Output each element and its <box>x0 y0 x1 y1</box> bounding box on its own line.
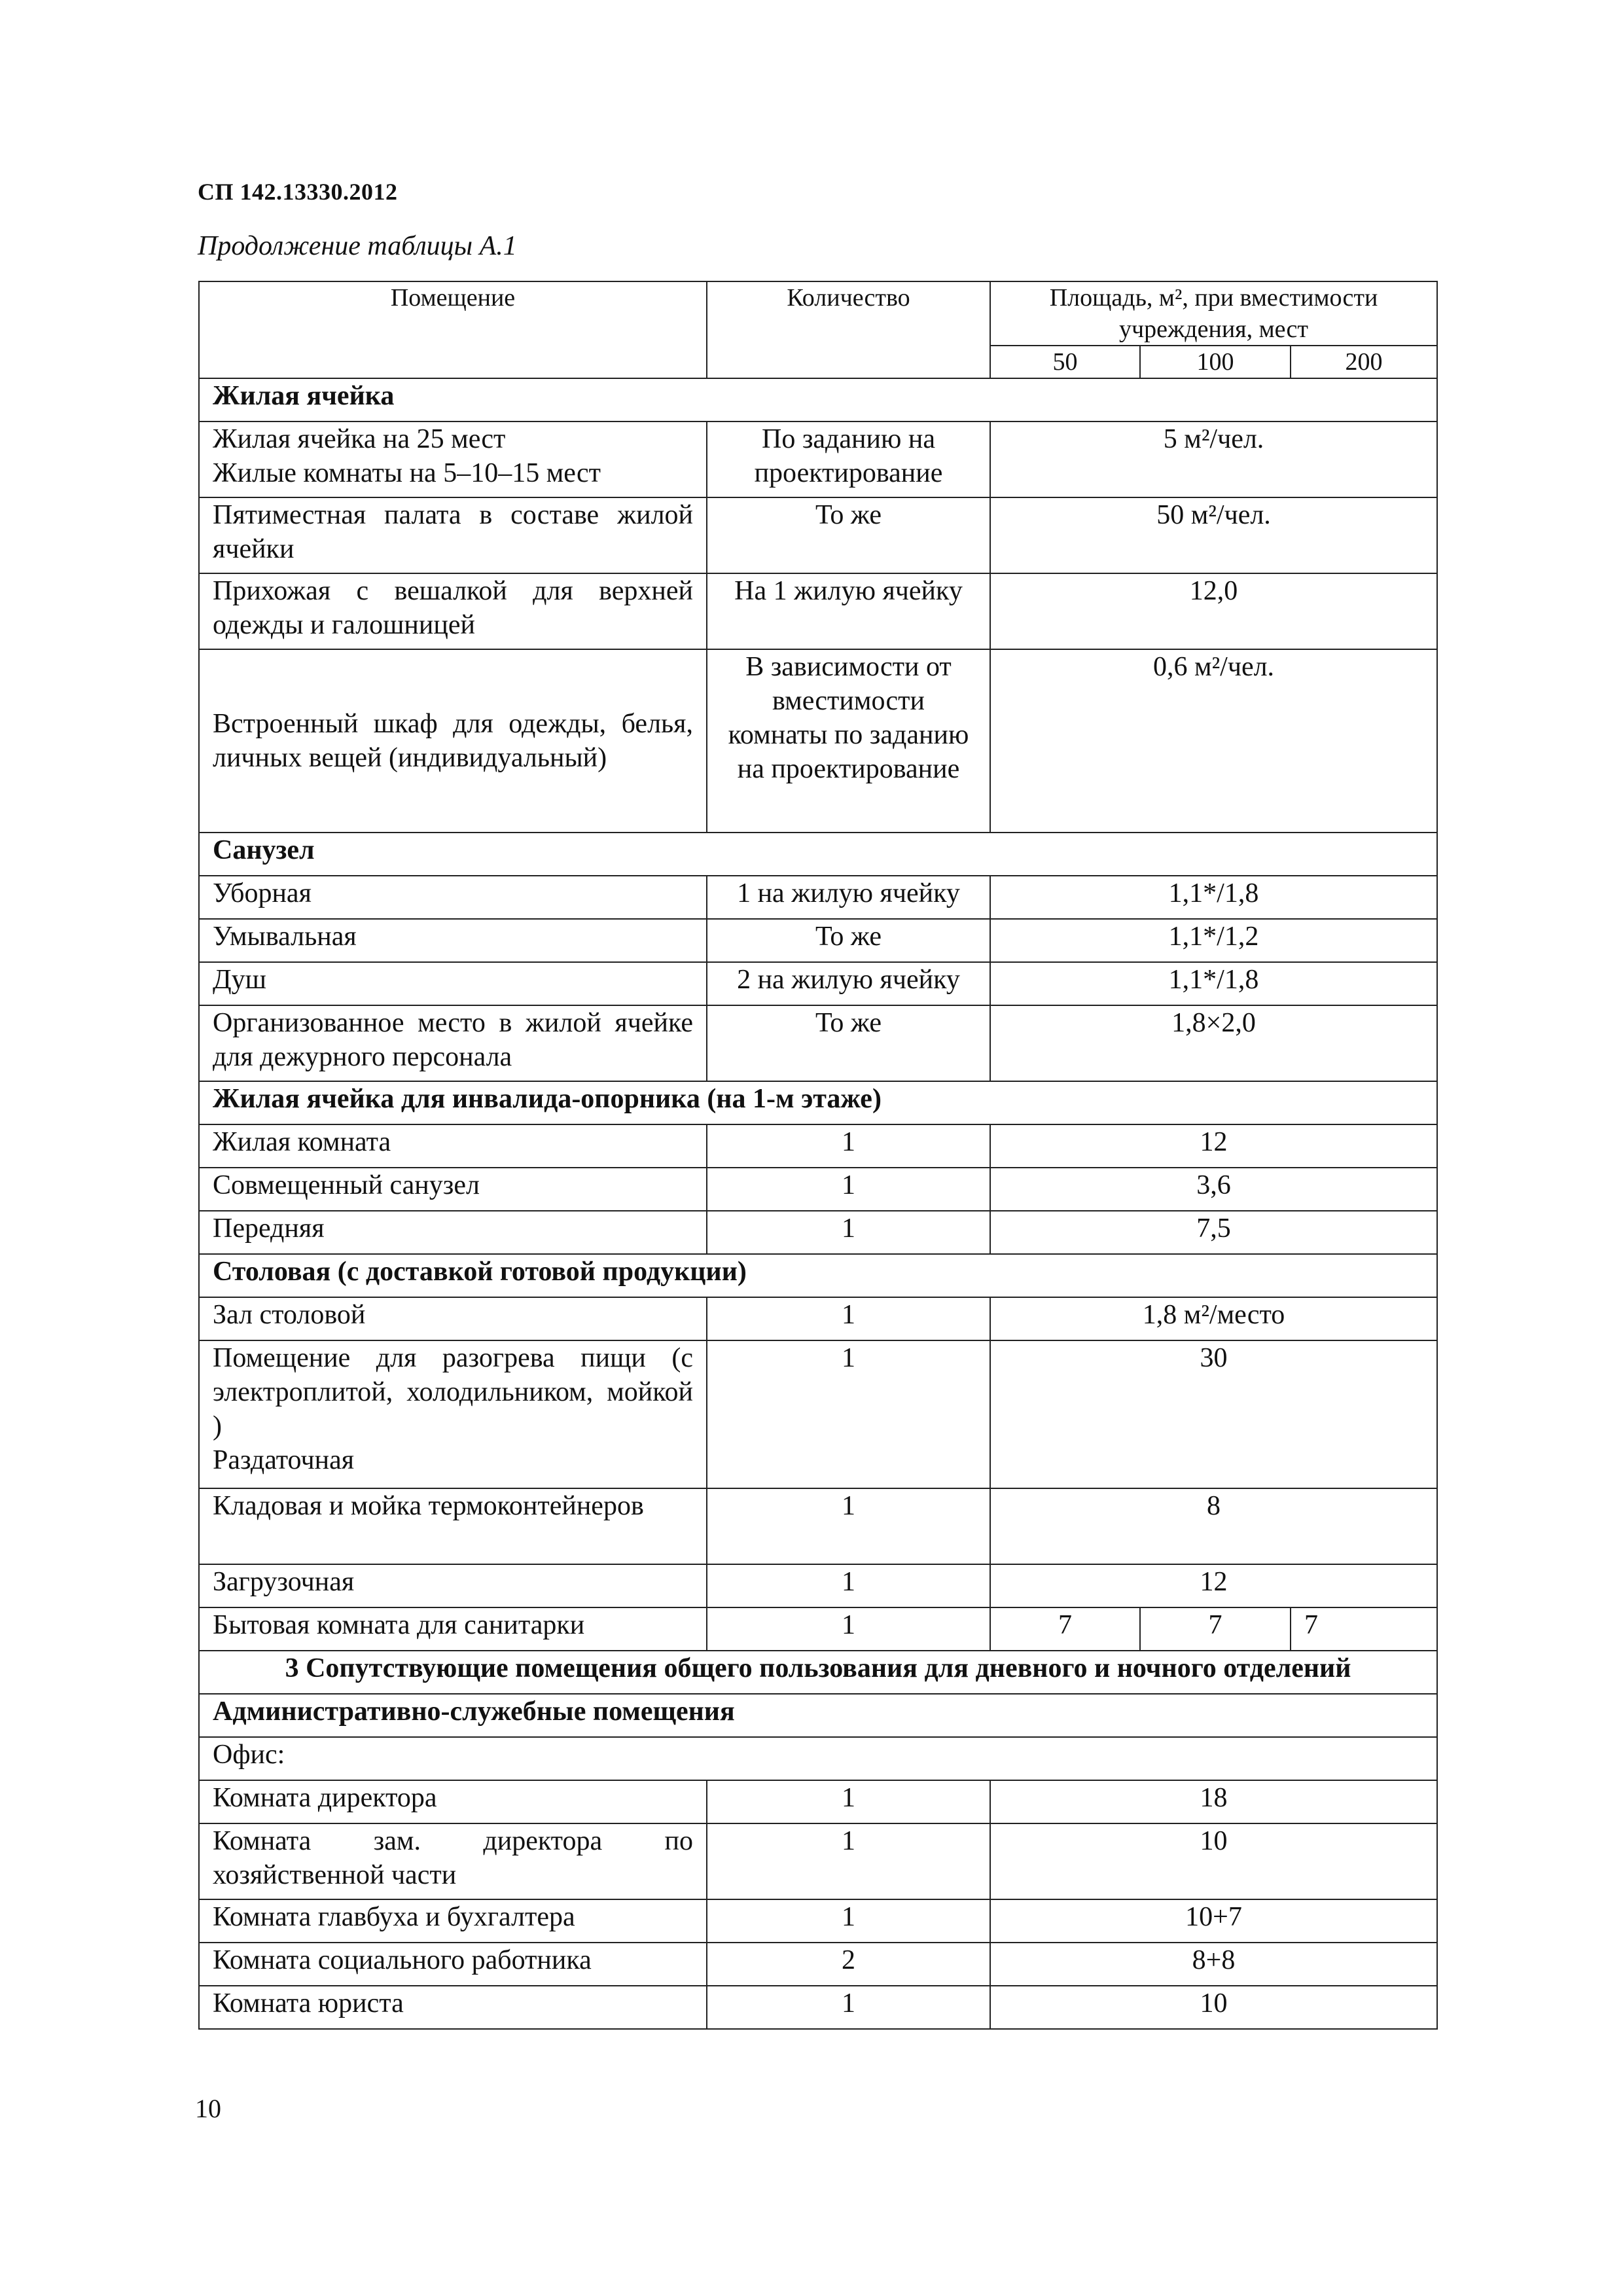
table-row <box>199 1943 1437 1986</box>
table-row <box>199 919 1437 962</box>
qty-cell: 1 на жилую ячейку <box>707 876 990 919</box>
table-row <box>199 1124 1437 1168</box>
qty-cell: 1 <box>707 1986 990 2029</box>
section-row <box>199 1254 1437 1297</box>
room-cell: Комната социального работника <box>199 1943 707 1986</box>
room-cell: Уборная <box>199 876 707 919</box>
area-cell: 12 <box>990 1564 1437 1607</box>
qty-cell: В зависимости от вместимости комнаты по заданию на проектирование <box>707 649 990 833</box>
qty-cell: 1 <box>707 1564 990 1607</box>
area-cell-200: 7 <box>1291 1607 1437 1651</box>
section-title: Столовая (с доставкой готовой продукции) <box>199 1254 1437 1297</box>
section-row <box>199 833 1437 876</box>
table-row <box>199 1297 1437 1340</box>
room-cell: Кладовая и мойка термоконтейнеров <box>199 1488 707 1564</box>
page-number: 10 <box>195 2094 221 2123</box>
room-line: Раздаточная <box>213 1445 355 1475</box>
section-title: Жилая ячейка <box>199 378 1437 422</box>
area-cell: 1,1*/1,8 <box>990 962 1437 1005</box>
table-row <box>199 1823 1437 1899</box>
col-header-cap-100: 100 <box>1140 346 1291 378</box>
section-title: Жилая ячейка для инвалида-опорника (на 1-м этаже) <box>199 1081 1437 1124</box>
area-cell: 18 <box>990 1780 1437 1823</box>
qty-cell: 1 <box>707 1340 990 1488</box>
table-row <box>199 1607 1437 1651</box>
area-cell: 10 <box>990 1986 1437 2029</box>
table-caption: Продолжение таблицы А.1 <box>198 231 517 261</box>
section-row <box>199 1694 1437 1737</box>
section-title: Санузел <box>199 833 1437 876</box>
qty-cell: 2 <box>707 1943 990 1986</box>
table-row <box>199 962 1437 1005</box>
area-cell: 7,5 <box>990 1211 1437 1254</box>
area-cell: 1,1*/1,2 <box>990 919 1437 962</box>
table-row <box>199 1986 1437 2029</box>
subsection-label: Офис: <box>199 1737 1437 1780</box>
room-cell: Встроенный шкаф для одежды, белья, личных вещей (индивидуальный) <box>199 649 707 833</box>
room-cell: Комната зам. директора по хозяйственной части <box>199 1823 707 1899</box>
qty-cell: 1 <box>707 1899 990 1943</box>
room-line: Жилая ячейка на 25 мест <box>213 424 506 454</box>
qty-cell: 1 <box>707 1168 990 1211</box>
area-cell: 50 м²/чел. <box>990 497 1437 573</box>
area-cell: 3,6 <box>990 1168 1437 1211</box>
table-row <box>199 1899 1437 1943</box>
section-title: Административно-служебные помещения <box>199 1694 1437 1737</box>
table-row <box>199 497 1437 573</box>
table-row <box>199 1005 1437 1081</box>
area-cell: 0,6 м²/чел. <box>990 649 1437 833</box>
qty-cell: То же <box>707 919 990 962</box>
qty-cell: 1 <box>707 1297 990 1340</box>
area-cell: 12 <box>990 1124 1437 1168</box>
area-cell: 8 <box>990 1488 1437 1564</box>
table-row <box>199 422 1437 497</box>
room-cell: Комната юриста <box>199 1986 707 2029</box>
qty-cell: 1 <box>707 1211 990 1254</box>
subsection-row <box>199 1737 1437 1780</box>
section-row <box>199 1651 1437 1694</box>
room-cell: Организованное место в жилой ячейке для дежурного персонала <box>199 1005 707 1081</box>
qty-cell: 1 <box>707 1124 990 1168</box>
section-row <box>199 378 1437 422</box>
room-cell: Передняя <box>199 1211 707 1254</box>
area-cell: 1,1*/1,8 <box>990 876 1437 919</box>
qty-cell: По заданию на проектирование <box>707 422 990 497</box>
room-cell: Бытовая комната для санитарки <box>199 1607 707 1651</box>
section-title: 3 Сопутствующие помещения общего пользования для дневного и ночного отделений <box>199 1651 1437 1694</box>
room-cell: Пятиместная палата в составе жилой ячейки <box>199 497 707 573</box>
table-row <box>199 649 1437 833</box>
room-line: Помещение для разогрева пищи (с электроплитой, холодильником, мойкой ) <box>213 1343 693 1441</box>
col-header-cap-200: 200 <box>1291 346 1437 378</box>
area-cell: 5 м²/чел. <box>990 422 1437 497</box>
table-row <box>199 1488 1437 1564</box>
table-row <box>199 573 1437 649</box>
room-cell: Жилая комната <box>199 1124 707 1168</box>
col-header-area: Площадь, м², при вместимости учреждения, мест <box>990 281 1437 346</box>
room-cell: Душ <box>199 962 707 1005</box>
premises-table <box>198 281 1438 2030</box>
room-cell: Умывальная <box>199 919 707 962</box>
room-cell <box>199 1340 707 1488</box>
area-cell: 10 <box>990 1823 1437 1899</box>
room-line: Жилые комнаты на 5–10–15 мест <box>213 458 601 488</box>
qty-cell: То же <box>707 1005 990 1081</box>
room-cell: Комната главбуха и бухгалтера <box>199 1899 707 1943</box>
table-row <box>199 1564 1437 1607</box>
qty-cell: 1 <box>707 1607 990 1651</box>
room-cell <box>199 422 707 497</box>
area-cell: 12,0 <box>990 573 1437 649</box>
room-cell: Прихожая с вешалкой для верхней одежды и галошницей <box>199 573 707 649</box>
area-cell: 30 <box>990 1340 1437 1488</box>
section-row <box>199 1081 1437 1124</box>
table-row <box>199 876 1437 919</box>
area-cell: 8+8 <box>990 1943 1437 1986</box>
room-cell: Совмещенный санузел <box>199 1168 707 1211</box>
table-header-row <box>199 281 1437 346</box>
area-cell: 10+7 <box>990 1899 1437 1943</box>
table-row <box>199 1340 1437 1488</box>
table-row <box>199 1780 1437 1823</box>
qty-cell: 1 <box>707 1780 990 1823</box>
table-row <box>199 1211 1437 1254</box>
room-cell: Загрузочная <box>199 1564 707 1607</box>
qty-cell: То же <box>707 497 990 573</box>
qty-cell: На 1 жилую ячейку <box>707 573 990 649</box>
qty-cell: 2 на жилую ячейку <box>707 962 990 1005</box>
room-cell: Зал столовой <box>199 1297 707 1340</box>
qty-cell: 1 <box>707 1488 990 1564</box>
area-cell-100: 7 <box>1140 1607 1291 1651</box>
area-cell: 1,8×2,0 <box>990 1005 1437 1081</box>
col-header-qty: Количество <box>707 281 990 378</box>
qty-cell: 1 <box>707 1823 990 1899</box>
area-cell-50: 7 <box>990 1607 1140 1651</box>
document-code: СП 142.13330.2012 <box>198 179 398 205</box>
col-header-cap-50: 50 <box>990 346 1140 378</box>
area-cell: 1,8 м²/место <box>990 1297 1437 1340</box>
col-header-room: Помещение <box>199 281 707 378</box>
table-row <box>199 1168 1437 1211</box>
room-cell: Комната директора <box>199 1780 707 1823</box>
